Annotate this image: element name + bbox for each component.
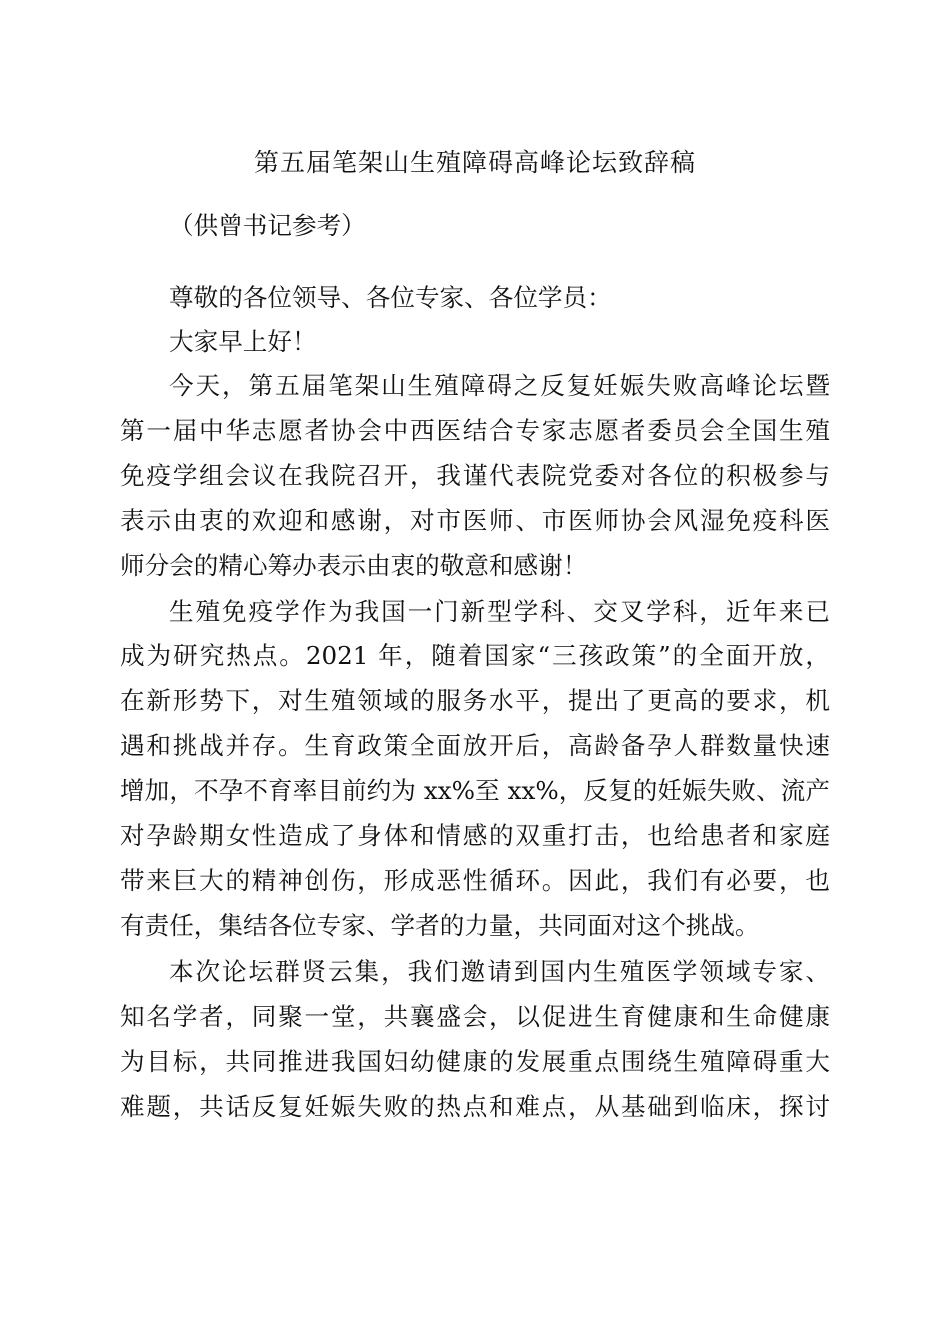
paragraph-line: 师分会的精心筹办表示由衷的敬意和感谢！ (120, 551, 588, 580)
salutation: 尊敬的各位领导、各位专家、各位学员： (169, 283, 612, 312)
paragraph-line: 在新形势下，对生殖领域的服务水平，提出了更高的要求，机 (120, 686, 830, 715)
paragraph-line: 第一届中华志愿者协会中西医结合专家志愿者委员会全国生殖 (120, 416, 830, 445)
paragraph-line: 难题，共话反复妊娠失败的热点和难点，从基础到临床，探讨 (120, 1092, 830, 1121)
paragraph-line: 免疫学组会议在我院召开，我谨代表院党委对各位的积极参与 (120, 461, 830, 490)
reference-note: （供曾书记参考） (169, 211, 366, 240)
paragraph-line: 表示由衷的欢迎和感谢，对市医师、市医师协会风湿免疫科医 (120, 506, 830, 535)
paragraph-line: 对孕龄期女性造成了身体和情感的双重打击，也给患者和家庭 (120, 821, 830, 850)
paragraph-line: 成为研究热点。2021 年，随着国家“三孩政策”的全面开放， (120, 641, 830, 670)
paragraph-line: 有责任，集结各位专家、学者的力量，共同面对这个挑战。 (120, 911, 760, 940)
greeting: 大家早上好！ (169, 327, 317, 356)
paragraph-line: 遇和挑战并存。生育政策全面放开后，高龄备孕人群数量快速 (120, 731, 830, 760)
paragraph-line: 知名学者，同聚一堂，共襄盛会，以促进生育健康和生命健康 (120, 1002, 830, 1031)
paragraph-line: 为目标，共同推进我国妇幼健康的发展重点围绕生殖障碍重大 (120, 1047, 830, 1076)
paragraph-line: 生殖免疫学作为我国一门新型学科、交叉学科，近年来已 (169, 597, 830, 626)
document-title: 第五届笔架山生殖障碍高峰论坛致辞稿 (253, 148, 696, 177)
paragraph-line: 本次论坛群贤云集，我们邀请到国内生殖医学领域专家、 (169, 957, 830, 986)
paragraph-line: 带来巨大的精神创伤，形成恶性循环。因此，我们有必要，也 (120, 866, 830, 895)
paragraph-line: 增加，不孕不育率目前约为 xx%至 xx%，反复的妊娠失败、流产 (120, 776, 830, 805)
paragraph-line: 今天，第五届笔架山生殖障碍之反复妊娠失败高峰论坛暨 (169, 371, 830, 400)
